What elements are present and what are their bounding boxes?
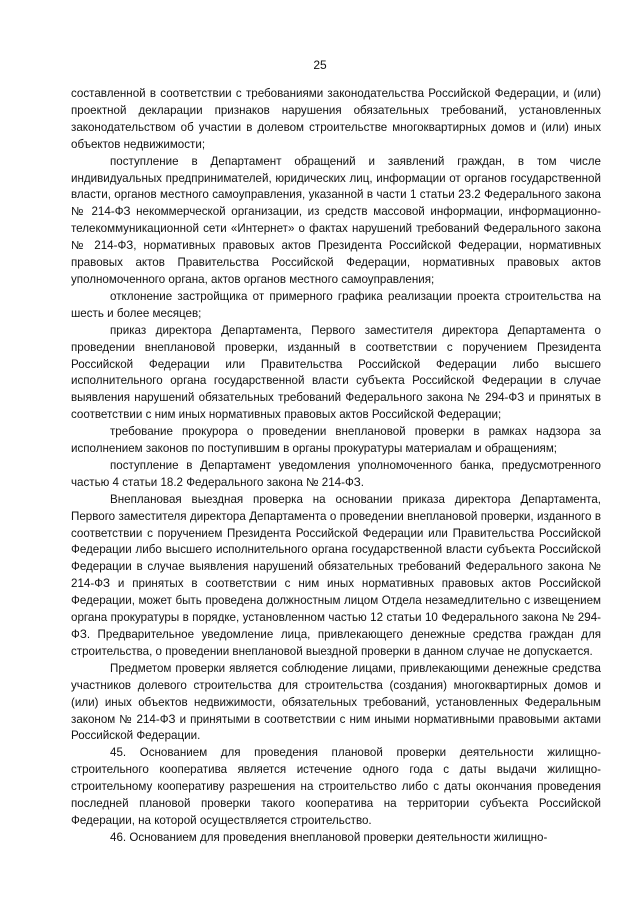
page-number: 25: [313, 58, 327, 72]
paragraph-45: 45. Основанием для проведения плановой проверки деятельности жилищно-строительного кооператива является истечение одного года с даты выдачи жилищно-строительному кооперативу разрешения на строительство либо с даты окончания проведения последней плановой проверки такого кооператива на территории субъекта Российской Федерации, на которой осуществляется строительство.: [71, 746, 601, 827]
paragraph-unscheduled-onsite-inspection: Внеплановая выездная проверка на основании приказа директора Департамента, Первого заместителя директора Департамента о проведении внеплановой проверки, изданного в соответствии с поручением Президента Российской Федерации или Правительства Российской Федерации либо высшего исполнительного органа государственной власти субъекта Российской Федерации в случае выявления нарушений обязательных требований Федерального закона № 214-ФЗ и принятых в соответствии с ним иных нормативных правовых актов Российской Федерации, может быть проведена должностным лицом Отдела незамедлительно с извещением органа прокуратуры в порядке, установленном частью 12 статьи 10 Федерального закона № 294-ФЗ. Предварительное уведомление лица, привлекающего денежные средства граждан для строительства, о проведении внеплановой выездной проверки в данном случае не допускается.: [71, 492, 601, 658]
paragraph-schedule-deviation: отклонение застройщика от примерного графика реализации проекта строительства на шесть и более месяцев;: [71, 289, 601, 320]
paragraph-inspection-subject: Предметом проверки является соблюдение лицами, привлекающими денежные средства участников долевого строительства для строительства (создания) многоквартирных домов и (или) иных объектов недвижимости, обязательных требований, установленных Федеральным законом № 214-ФЗ и принятыми в соответствии с ним иными нормативными правовыми актами Российской Федерации.: [71, 661, 601, 743]
paragraph-citizen-appeals: поступление в Департамент обращений и заявлений граждан, в том числе индивидуальных предпринимателей, юридических лиц, информации от органов государственной власти, органов местного самоуправления, указанной в части 1 статьи 23.2 Федерального закона № 214-ФЗ некоммерческой организации, из средств массовой информации, информационно-телекоммуникационной сети «Интернет» о фактах нарушений требований Федерального закона № 214-ФЗ, нормативных правовых актов Президента Российской Федерации, нормативных правовых актов Правительства Российской Федерации, нормативных правовых актов уполномоченного органа, актов органов местного самоуправления;: [71, 154, 601, 286]
paragraph-continuation: составленной в соответствии с требованиями законодательства Российской Федерации, и (или) проектной декларации признаков нарушения обязательных требований, установленных законодательством об участии в долевом строительстве многоквартирных домов и (или) иных объектов недвижимости;: [71, 87, 601, 151]
paragraph-bank-notice: поступление в Департамент уведомления уполномоченного банка, предусмотренного частью 4 статьи 18.2 Федерального закона № 214-ФЗ.: [71, 458, 601, 489]
paragraph-director-order: приказ директора Департамента, Первого заместителя директора Департамента о проведении внеплановой проверки, изданный в соответствии с поручением Президента Российской Федерации или Правительства Российской Федерации либо высшего исполнительного органа государственной власти субъекта Российской Федерации в случае выявления нарушений обязательных требований Федерального закона № 294-ФЗ и принятых в соответствии с ним иных нормативных правовых актов Российской Федерации;: [71, 323, 601, 422]
paragraph-46: 46. Основанием для проведения внеплановой проверки деятельности жилищно-: [110, 830, 548, 844]
paragraph-prosecutor-demand: требование прокурора о проведении внеплановой проверки в рамках надзора за исполнением законов по поступившим в органы прокуратуры материалам и обращениям;: [71, 425, 601, 456]
document-body: [71, 86, 601, 847]
